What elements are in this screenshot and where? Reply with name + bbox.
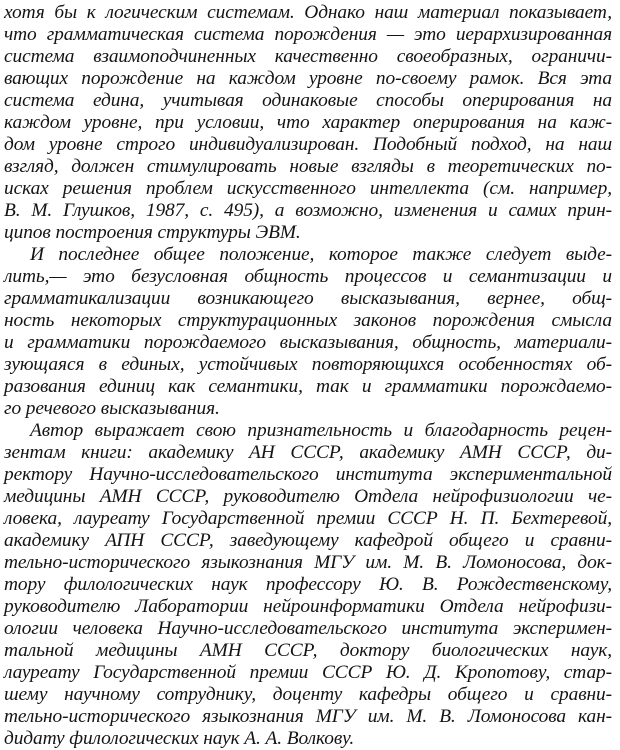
text-line: тору филологических наук профессору Ю. В. Рождественскому,: [4, 574, 612, 595]
text-line: В. М. Глушков, 1987, с. 495), а возможно, изменения и самих прин-: [4, 200, 612, 221]
text-line: вающих порождение на каждом уровне по-своему рамок. Вся эта: [4, 68, 612, 89]
paragraph-2: [4, 244, 612, 420]
text-line: исках решения проблем искусственного интеллекта (см. например,: [4, 178, 612, 199]
text-line: академику АПН СССР, заведующему кафедрой общего и сравни-: [4, 530, 612, 551]
text-line: зентам книги: академику АН СССР, академику АМН СССР, ди-: [4, 442, 612, 463]
text-line: взгляд, должен стимулировать новые взгляды в теоретических по-: [4, 156, 612, 177]
text-line: ологии человека Научно-исследовательского института эксперимен-: [4, 618, 612, 639]
text-line: и грамматики порождаемого высказывания, общность, материали-: [4, 332, 612, 353]
text-line: ципов построения структуры ЭВМ.: [4, 222, 301, 243]
text-line: ность некоторых структурационных законов порождения смысла: [4, 310, 612, 331]
text-line: зующаяся в единых, устойчивых повторяющихся особенностях об-: [4, 354, 612, 375]
text-line: Автор выражает свою признательность и благодарность рецен-: [30, 420, 612, 441]
text-line: го речевого высказывания.: [4, 398, 220, 419]
text-line: система взаимоподчиненных качественно своеобразных, ограничи-: [4, 46, 612, 67]
text-line: хотя бы к логическим системам. Однако наш материал показывает,: [4, 2, 612, 23]
text-line: разования единиц как семантики, так и грамматики порождаемо-: [4, 376, 612, 397]
text-line: лауреату Государственной премии СССР Ю. Д. Кропотову, стар-: [4, 662, 612, 683]
text-line: дидату филологических наук А. А. Волкову.: [4, 728, 355, 749]
text-line: тельно-исторического языкознания МГУ им. М. В. Ломоносова, док-: [4, 552, 612, 573]
text-line: каждом уровне, при условии, что характер оперирования на каж-: [4, 112, 612, 133]
text-line: что грамматическая система порождения — это иерархизированная: [4, 24, 612, 45]
text-line: грамматикализации возникающего высказывания, вернее, общ-: [4, 288, 612, 309]
text-line: медицины АМН СССР, руководителю Отдела нейрофизиологии че-: [4, 486, 612, 507]
text-line: ректору Научно-исследовательского института экспериментальной: [4, 464, 612, 485]
document-page: [4, 2, 612, 750]
text-line: тальной медицины АМН СССР, доктору биологических наук,: [4, 640, 612, 661]
paragraph-1: [4, 2, 612, 244]
text-line: система едина, учитывая одинаковые способы оперирования на: [4, 90, 612, 111]
text-line: дом уровне строго индивидуализирован. Подобный подход, на наш: [4, 134, 612, 155]
text-line: руководителю Лаборатории нейроинформатики Отдела нейрофизи-: [4, 596, 612, 617]
text-line: ловека, лауреату Государственной премии СССР Н. П. Бехтеревой,: [4, 508, 612, 529]
paragraph-3: [4, 420, 612, 750]
text-line: шему научному сотруднику, доценту кафедры общего и сравни-: [4, 684, 612, 705]
text-line: И последнее общее положение, которое также следует выде-: [30, 244, 612, 265]
text-line: тельно-исторического языкознания МГУ им. М. В. Ломоносова кан-: [4, 706, 612, 727]
text-line: лить,— это безусловная общность процессов и семантизации и: [4, 266, 612, 287]
